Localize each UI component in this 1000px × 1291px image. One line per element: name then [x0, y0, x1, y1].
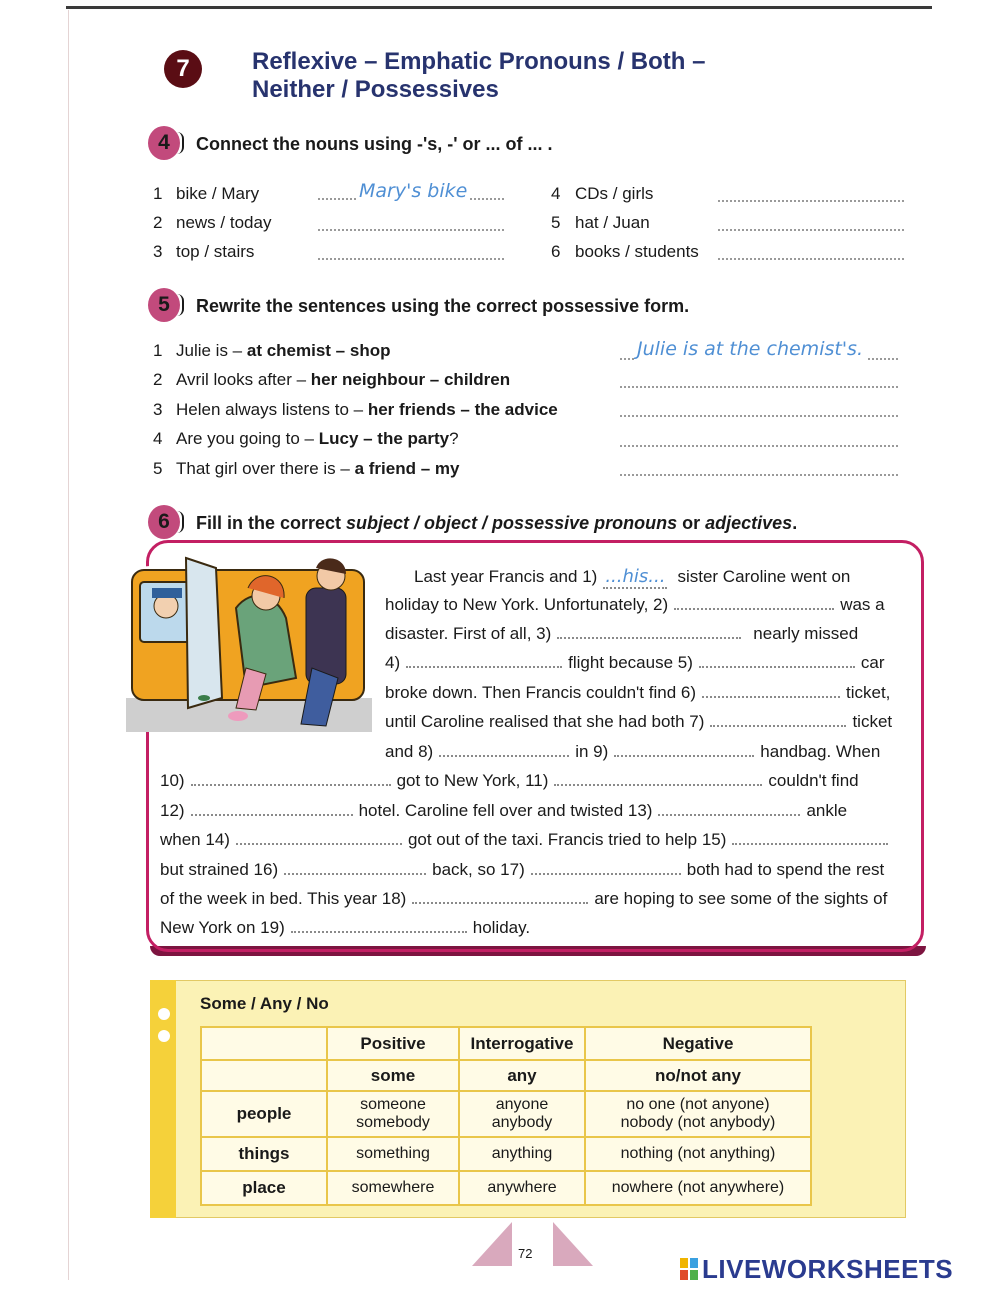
gap-7-field[interactable]: [710, 722, 846, 727]
cell-text: nobody (not anybody): [620, 1114, 776, 1131]
story-text: back, so 17): [432, 860, 525, 879]
unit-title: [252, 48, 812, 104]
story-line-7: [385, 742, 880, 762]
story-text: ticket: [852, 712, 893, 731]
item-prompt: [176, 341, 390, 361]
gap-3-field[interactable]: [557, 634, 741, 639]
taxi-illustration: [126, 548, 372, 732]
story-text: ticket,: [846, 683, 891, 702]
gap-17-field[interactable]: [531, 870, 681, 875]
prompt-bold: her neighbour – children: [310, 370, 511, 389]
prompt-plain: Avril looks after –: [176, 370, 311, 389]
page-number: 72: [518, 1246, 533, 1261]
item-prompt: top / stairs: [176, 242, 255, 261]
story-line-1: [414, 566, 850, 588]
prompt-tail: ?: [449, 429, 459, 448]
prompt-bold: a friend – my: [354, 459, 460, 478]
table-corner-cell: [201, 1027, 327, 1060]
story-text: New York on 19): [160, 918, 285, 937]
instr-part: or: [677, 513, 706, 533]
story-text: sister Caroline went on: [677, 567, 851, 586]
prompt-plain: Julie is –: [176, 341, 247, 360]
liveworksheets-logo-icon: [680, 1258, 698, 1280]
instr-italic: adjectives: [705, 513, 793, 533]
story-text: 4): [385, 653, 401, 672]
story-text: car: [860, 653, 885, 672]
item-prompt: news / today: [176, 213, 272, 232]
item-prompt: bike / Mary: [176, 184, 260, 203]
answer-field[interactable]: Mary's bike: [356, 180, 470, 202]
item-number: 1: [153, 184, 163, 203]
liveworksheets-brand[interactable]: LIVEWORKSHEETS: [702, 1254, 954, 1284]
gap-10-field[interactable]: [191, 781, 391, 786]
item-number: 5: [153, 459, 163, 478]
prompt-bold: her friends – the advice: [367, 400, 558, 419]
cell-interrogative: anywhere: [459, 1171, 585, 1205]
story-line-11: [160, 860, 884, 880]
story-text: got to New York, 11): [396, 771, 549, 790]
header-interrogative: Interrogative: [459, 1027, 585, 1060]
story-text: but strained 16): [160, 860, 279, 879]
story-text: handbag. When: [760, 742, 881, 761]
story-text: holiday to New York. Unfortunately, 2): [385, 595, 669, 614]
item-prompt: [176, 400, 558, 420]
page-corner-right-icon: [553, 1222, 593, 1266]
grammar-note-title: Some / Any / No: [200, 994, 329, 1013]
cell-positive: somewhere: [327, 1171, 459, 1205]
exercise-4-instruction: Connect the nouns using -'s, -' or ... of ... .: [196, 134, 553, 154]
answer-field[interactable]: [620, 413, 898, 417]
exercise-6-instruction: [196, 512, 797, 534]
table-header-row: [201, 1027, 811, 1060]
exercise-5-instruction: Rewrite the sentences using the correct possessive form.: [196, 296, 690, 316]
gap-15-field[interactable]: [732, 840, 888, 845]
gap-4-field[interactable]: [406, 663, 562, 668]
page-left-edge: [68, 10, 69, 1280]
binder-hole-icon: [158, 1008, 170, 1020]
story-text: hotel. Caroline fell over and twisted 13): [358, 801, 653, 820]
exercise-5-badge: 5: [148, 288, 180, 322]
gap-8-field[interactable]: [439, 752, 569, 757]
subheader-some: some: [327, 1060, 459, 1091]
item-number: 1: [153, 341, 163, 360]
story-text: of the week in bed. This year 18): [160, 889, 407, 908]
exercise-4-badge: 4: [148, 126, 180, 160]
story-text: 12): [160, 801, 185, 820]
prompt-bold: Lucy – the party: [318, 429, 450, 448]
instr-part: Fill in the correct: [196, 513, 347, 533]
gap-2-field[interactable]: [674, 605, 834, 610]
story-line-10: [160, 830, 894, 850]
row-label-place: place: [201, 1171, 327, 1205]
gap-11-field[interactable]: [554, 781, 762, 786]
story-line-13: [160, 918, 530, 938]
unit-number-badge: 7: [164, 50, 202, 88]
story-text: and 8): [385, 742, 434, 761]
prompt-plain: Are you going to –: [176, 429, 319, 448]
cell-interrogative: anything: [459, 1137, 585, 1171]
answer-field[interactable]: [620, 472, 898, 476]
cell-positive: something: [327, 1137, 459, 1171]
item-number: 5: [551, 213, 561, 232]
answer-field[interactable]: [318, 227, 504, 231]
item-number: 2: [153, 213, 163, 232]
header-positive: Positive: [327, 1027, 459, 1060]
gap-5-field[interactable]: [699, 663, 855, 668]
gap-16-field[interactable]: [284, 870, 426, 875]
row-label-things: things: [201, 1137, 327, 1171]
unit-title-line-1: Reflexive – Emphatic Pronouns / Both –: [252, 48, 706, 75]
story-line-4: [385, 653, 885, 673]
story-text: ankle: [806, 801, 848, 820]
item-number: 3: [153, 242, 163, 261]
story-text: flight because 5): [568, 653, 693, 672]
story-text: 10): [160, 771, 185, 790]
prompt-plain: That girl over there is –: [176, 459, 355, 478]
row-label-people: people: [201, 1091, 327, 1137]
gap-13-field[interactable]: [658, 811, 800, 816]
cell-text: somebody: [356, 1114, 430, 1131]
cell-text: no one (not anyone): [626, 1096, 770, 1113]
item-number: 6: [551, 242, 561, 261]
answer-field[interactable]: Julie is at the chemist's.: [634, 338, 866, 360]
gap-18-field[interactable]: [412, 899, 588, 904]
subheader-no: no/not any: [585, 1060, 811, 1091]
gap-9-field[interactable]: [614, 752, 754, 757]
cell-text: anyone: [495, 1096, 549, 1113]
cell-text: anybody: [491, 1114, 553, 1131]
story-text: got out of the taxi. Francis tried to help 15): [407, 830, 727, 849]
subheader-any: any: [459, 1060, 585, 1091]
some-any-no-table: [200, 1026, 812, 1206]
prompt-plain: Helen always listens to –: [176, 400, 368, 419]
page-top-rule: [66, 6, 932, 9]
story-line-6: [385, 712, 892, 732]
item-prompt: [176, 370, 510, 390]
story-line-3: [385, 624, 858, 644]
answer-field[interactable]: [718, 227, 904, 231]
story-text: broke down. Then Francis couldn't find 6): [385, 683, 696, 702]
story-text: holiday.: [472, 918, 531, 937]
story-text: was a: [840, 595, 885, 614]
story-text: nearly missed: [753, 624, 859, 643]
item-prompt: books / students: [575, 242, 699, 261]
table-row: [201, 1171, 811, 1205]
story-text: until Caroline realised that she had both 7): [385, 712, 705, 731]
story-line-5: [385, 683, 890, 703]
binder-hole-icon: [158, 1030, 170, 1042]
item-number: 3: [153, 400, 163, 419]
story-text: couldn't find: [768, 771, 859, 790]
cell-interrogative: [459, 1091, 585, 1137]
cell-positive: [327, 1091, 459, 1137]
item-number: 4: [153, 429, 163, 448]
item-number: 2: [153, 370, 163, 389]
header-negative: Negative: [585, 1027, 811, 1060]
answer-field[interactable]: [318, 256, 504, 260]
item-number: 4: [551, 184, 561, 203]
gap-1-answer[interactable]: ...his...: [605, 566, 666, 587]
story-text: are hoping to see some of the sights of: [594, 889, 888, 908]
prompt-bold: at chemist – shop: [246, 341, 391, 360]
cell-negative: nowhere (not anywhere): [585, 1171, 811, 1205]
item-prompt: [176, 459, 459, 479]
cell-text: someone: [360, 1096, 426, 1113]
table-empty-cell: [201, 1060, 327, 1091]
story-line-9: [160, 801, 847, 821]
story-text: Last year Francis and 1): [414, 567, 598, 586]
instr-italic: subject / object / possessive pronouns: [346, 513, 678, 533]
story-line-2: [385, 595, 885, 615]
gap-6-field[interactable]: [702, 693, 840, 698]
table-subheader-row: [201, 1060, 811, 1091]
story-text: in 9): [575, 742, 609, 761]
answer-field[interactable]: [620, 443, 898, 447]
item-prompt: hat / Juan: [575, 213, 650, 232]
story-line-12: [160, 889, 887, 909]
gap-19-field[interactable]: [291, 928, 467, 933]
story-text: both had to spend the rest: [686, 860, 885, 879]
story-line-8: [160, 771, 859, 791]
answer-field[interactable]: [718, 198, 904, 202]
table-row: [201, 1137, 811, 1171]
item-prompt: [176, 429, 459, 449]
story-text: when 14): [160, 830, 230, 849]
gap-14-field[interactable]: [236, 840, 402, 845]
page-corner-left-icon: [472, 1222, 512, 1266]
cell-negative: nothing (not anything): [585, 1137, 811, 1171]
exercise-6-badge: 6: [148, 505, 180, 539]
cell-negative: [585, 1091, 811, 1137]
answer-field[interactable]: [718, 256, 904, 260]
answer-field[interactable]: [620, 384, 898, 388]
table-row: [201, 1091, 811, 1137]
unit-title-line-2: Neither / Possessives: [252, 76, 499, 103]
instr-part: .: [792, 513, 798, 533]
story-text: disaster. First of all, 3): [385, 624, 552, 643]
item-prompt: CDs / girls: [575, 184, 654, 203]
gap-12-field[interactable]: [191, 811, 353, 816]
gap-1-text: his: [622, 566, 649, 587]
